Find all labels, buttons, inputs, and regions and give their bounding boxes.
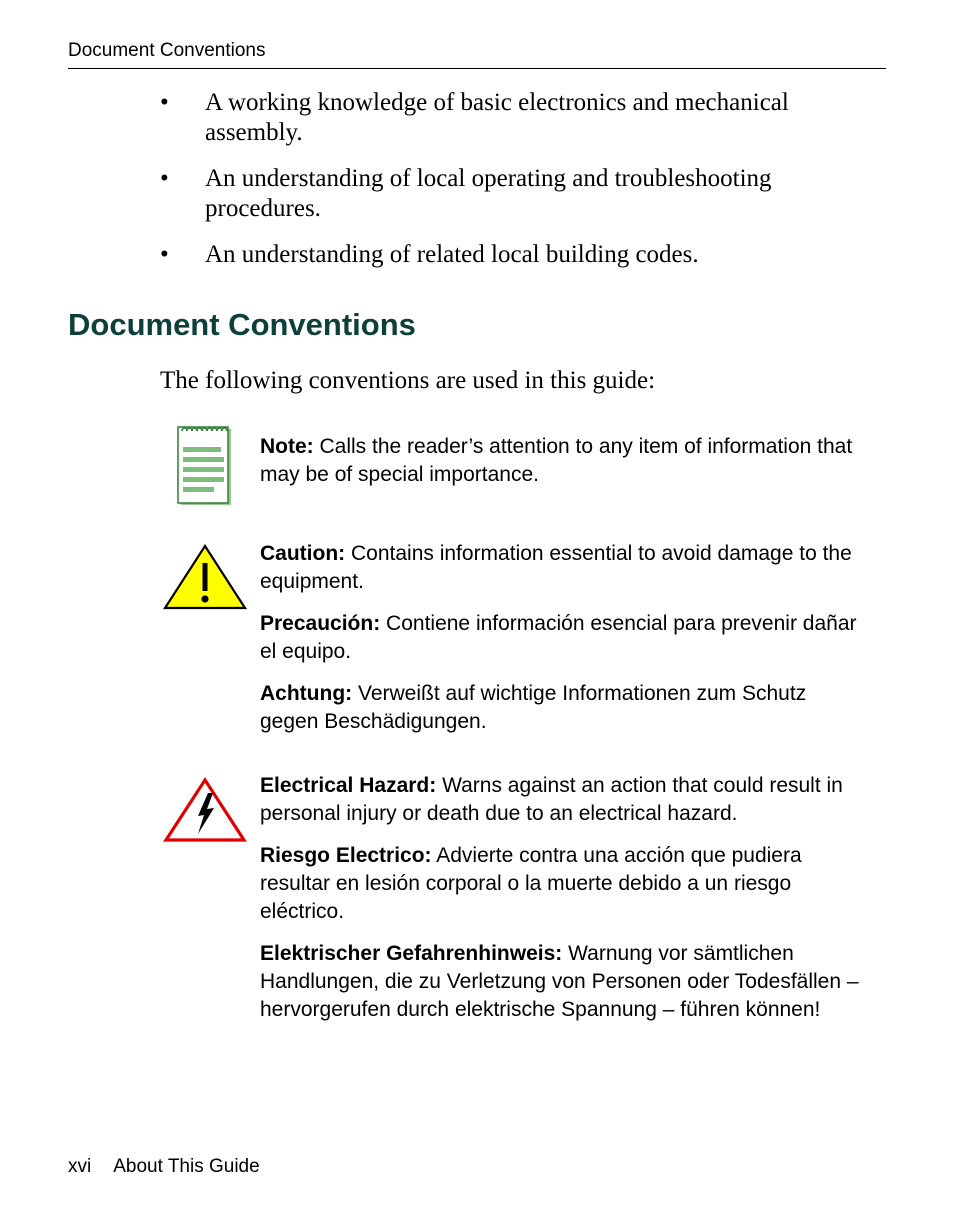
- achtung-paragraph: [260, 680, 870, 736]
- gefahren-paragraph: [260, 940, 870, 1024]
- list-item: [160, 240, 860, 270]
- precaucion-label: Precaución:: [260, 612, 381, 635]
- list-item: [160, 164, 860, 224]
- riesgo-text: Advierte contra una acción que pudiera resultar en lesión corporal o la muerte debido a un riesgo eléctrico.: [260, 844, 802, 923]
- note-paragraph: [260, 433, 870, 489]
- list-item: [160, 88, 860, 148]
- achtung-label: Achtung:: [260, 682, 353, 705]
- bullet-icon: •: [160, 89, 169, 116]
- hazard-text: Warns against an action that could result in personal injury or death due to an electrical hazard.: [260, 774, 843, 825]
- caution-text: Contains information essential to avoid damage to the equipment.: [260, 542, 852, 593]
- note-block: [260, 433, 870, 503]
- prerequisite-list: [160, 88, 860, 286]
- running-header: Document Conventions: [68, 40, 266, 61]
- caution-block: [260, 540, 870, 750]
- section-title: Document Conventions: [68, 307, 416, 342]
- caution-label: Caution:: [260, 542, 346, 565]
- bullet-icon: •: [160, 241, 169, 268]
- precaucion-text: Contiene información esencial para prevenir dañar el equipo.: [260, 612, 857, 663]
- gefahren-text: Warnung vor sämtlichen Handlungen, die zu Verletzung von Personen oder Todesfällen – hervorgerufen durch elektrische Spannung – führen können!: [260, 942, 859, 1021]
- section-intro: The following conventions are used in this guide:: [160, 367, 656, 394]
- caution-triangle-icon: [162, 543, 248, 611]
- hazard-paragraph: [260, 772, 870, 828]
- note-text: Calls the reader’s attention to any item of information that may be of special importance.: [260, 435, 853, 486]
- footer-title: About This Guide: [113, 1156, 260, 1177]
- precaucion-paragraph: [260, 610, 870, 666]
- achtung-text: Verweißt auf wichtige Informationen zum Schutz gegen Beschädigungen.: [260, 682, 807, 733]
- bullet-icon: •: [160, 165, 169, 192]
- hazard-label: Electrical Hazard:: [260, 774, 437, 797]
- page-number: xvi: [68, 1156, 92, 1177]
- header-rule: [68, 68, 886, 69]
- hazard-block: [260, 772, 870, 1038]
- caution-paragraph: [260, 540, 870, 596]
- gefahren-label: Elektrischer Gefahrenhinweis:: [260, 942, 563, 965]
- list-item-text: An understanding of local operating and troubleshooting procedures.: [205, 165, 772, 222]
- list-item-text: An understanding of related local building codes.: [205, 241, 699, 268]
- notepad-icon: [176, 422, 234, 506]
- electrical-hazard-icon: [162, 776, 248, 844]
- list-item-text: A working knowledge of basic electronics and mechanical assembly.: [205, 89, 789, 146]
- riesgo-paragraph: [260, 842, 870, 926]
- page-footer: [68, 1156, 260, 1178]
- note-label: Note:: [260, 435, 314, 458]
- riesgo-label: Riesgo Electrico:: [260, 844, 432, 867]
